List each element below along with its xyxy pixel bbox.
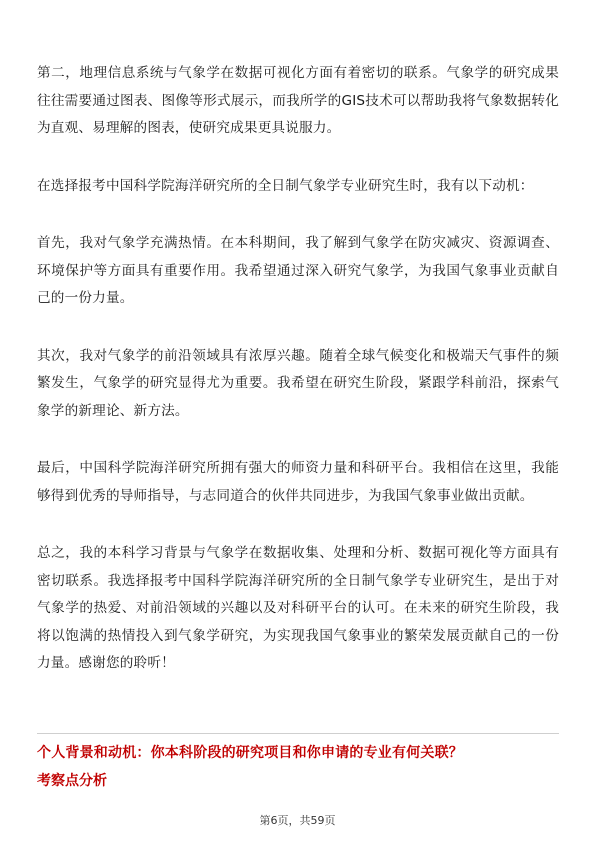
paragraph-motivation-intro: 在选择报考中国科学院海洋研究所的全日制气象学专业研究生时，我有以下动机：: [37, 177, 534, 194]
paragraph-second-reason: 其次，我对气象学的前沿领域具有浓厚兴趣。随着全球气候变化和极端天气事件的频繁发生，气象学的研究显得尤为重要。我希望在研究生阶段，紧跟学科前沿，探索气象学的新理论、新方法。: [37, 347, 559, 419]
section-divider: [37, 733, 559, 734]
question-heading: 个人背景和动机：你本科阶段的研究项目和你申请的专业有何关联？: [37, 745, 463, 761]
paragraph-gis-visualization: 第二，地理信息系统与气象学在数据可视化方面有着密切的联系。气象学的研究成果往往需要通过图表、图像等形式展示，而我所学的GIS技术可以帮助我将气象数据转化为直观、易理解的图表，使研究成果更具说服力。: [37, 65, 559, 136]
analysis-heading: 考察点分析: [37, 773, 107, 789]
page-number: 第6页，共59页: [259, 814, 336, 827]
paragraph-first-reason: 首先，我对气象学充满热情。在本科期间，我了解到气象学在防灾减灾、资源调查、环境保护等方面具有重要作用。我希望通过深入研究气象学，为我国气象事业贡献自己的一份力量。: [37, 235, 559, 306]
body-text: [37, 60, 559, 678]
paragraph-conclusion: 总之，我的本科学习背景与气象学在数据收集、处理和分析、数据可视化等方面具有密切联系。我选择报考中国科学院海洋研究所的全日制气象学专业研究生，是出于对气象学的热爱、对前沿领域的兴趣以及对科研平台的认可。在未来的研究生阶段，我将以饱满的热情投入到气象学研究，为实现我国气象事业的繁荣发展贡献自己的一份力量。感谢您的聆听！: [37, 545, 559, 671]
paragraph-third-reason: 最后，中国科学院海洋研究所拥有强大的师资力量和科研平台。我相信在这里，我能够得到优秀的导师指导，与志同道合的伙伴共同进步，为我国气象事业做出贡献。: [37, 460, 559, 504]
